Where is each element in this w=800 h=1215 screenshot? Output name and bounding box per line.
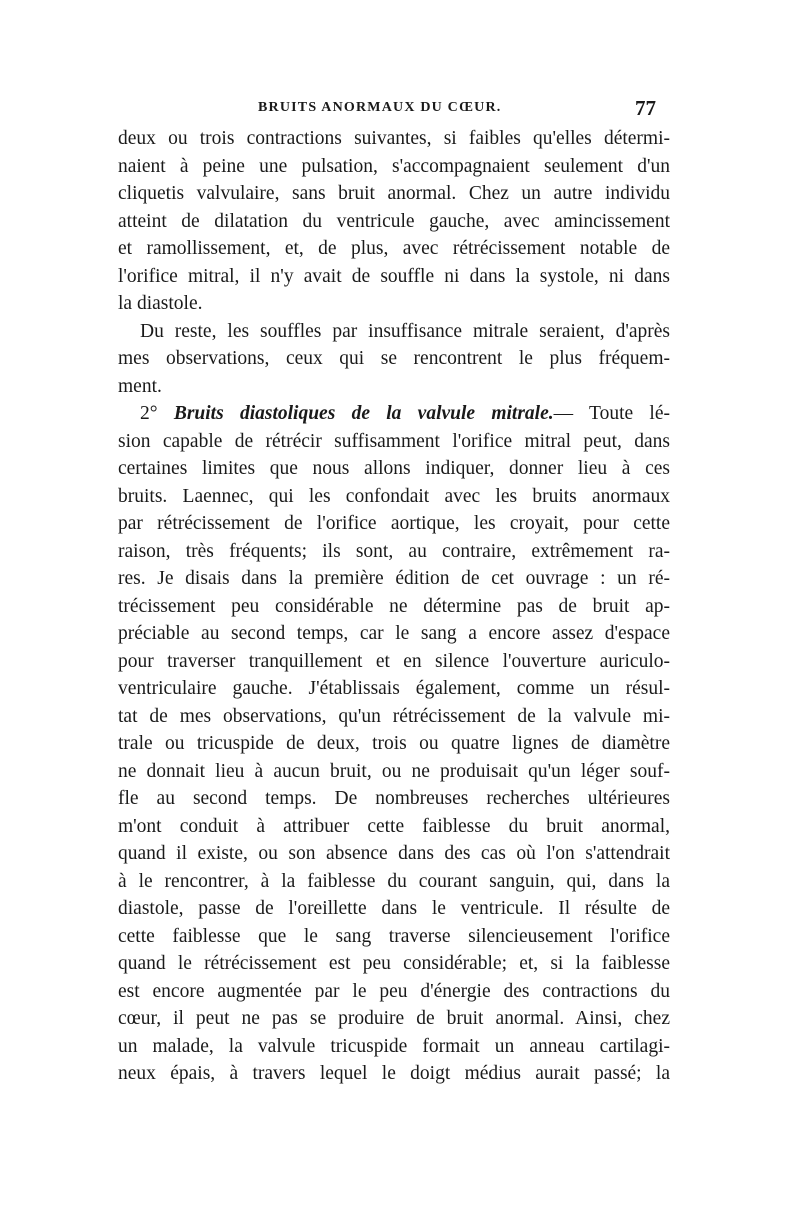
text-line: cœur, il peut ne pas se produire de bruit anormal. Ainsi, chez	[118, 1008, 670, 1029]
text-line: diastole, passe de l'oreillette dans le ventricule. Il résulte de	[118, 898, 670, 919]
text-line: quand il existe, ou son absence dans des cas où l'on s'attendrait	[118, 843, 670, 864]
running-title: BRUITS ANORMAUX DU CŒUR.	[258, 100, 502, 115]
text-line: ment.	[118, 375, 162, 397]
text-line: à le rencontrer, à la faiblesse du courant sanguin, qui, dans la	[118, 870, 670, 892]
text-line: sion capable de rétrécir suffisamment l'orifice mitral peut, dans	[118, 430, 670, 452]
text-line: naient à peine une pulsation, s'accompagnaient seulement d'un	[118, 155, 670, 177]
text-line: trécissement peu considérable ne détermine pas de bruit ap-	[118, 595, 670, 617]
text-line: tat de mes observations, qu'un rétrécissement de la valvule mi-	[118, 705, 670, 727]
body-text	[118, 125, 670, 1088]
text-line: fle au second temps. De nombreuses recherches ultérieures	[118, 788, 670, 809]
text-line: par rétrécissement de l'orifice aortique, les croyait, pour cette	[118, 513, 670, 534]
section-heading-continuation: — Toute lé-	[553, 403, 670, 424]
text-line: m'ont conduit à attribuer cette faiblesse du bruit anormal,	[118, 815, 670, 837]
text-line: bruits. Laennec, qui les confondait avec les bruits anormaux	[118, 485, 670, 507]
text-line: un malade, la valvule tricuspide formait un anneau cartilagi-	[118, 1035, 670, 1057]
text-line: cliquetis valvulaire, sans bruit anormal. Chez un autre individu	[118, 183, 670, 204]
text-line: mes observations, ceux qui se rencontrent le plus fréquem-	[118, 348, 670, 369]
section-heading-line	[118, 400, 670, 428]
text-line: ventriculaire gauche. J'établissais également, comme un résul-	[118, 678, 670, 699]
text-line: cette faiblesse que le sang traverse silencieusement l'orifice	[118, 925, 670, 947]
paragraph-first-line: Du reste, les souffles par insuffisance mitrale seraient, d'après	[140, 320, 670, 342]
text-line: atteint de dilatation du ventricule gauche, avec amincissement	[118, 210, 670, 232]
text-line: quand le rétrécissement est peu considérable; et, si la faiblesse	[118, 953, 670, 974]
text-line: et ramollissement, et, de plus, avec rétrécissement notable de	[118, 238, 670, 259]
section-number: 2°	[140, 403, 158, 424]
text-line: pour traverser tranquillement et en silence l'ouverture auriculo-	[118, 650, 670, 672]
text-line: deux ou trois contractions suivantes, si faibles qu'elles détermi-	[118, 128, 670, 149]
page-number: 77	[635, 96, 656, 120]
text-line: neux épais, à travers lequel le doigt médius aurait passé; la	[118, 1063, 670, 1084]
text-line: certaines limites que nous allons indiquer, donner lieu à ces	[118, 458, 670, 479]
running-head	[118, 96, 658, 120]
text-line: res. Je disais dans la première édition de cet ouvrage : un ré-	[118, 568, 670, 589]
text-line: ne donnait lieu à aucun bruit, ou ne produisait qu'un léger souf-	[118, 760, 670, 782]
text-line: préciable au second temps, car le sang a encore assez d'espace	[118, 623, 670, 644]
text-line: raison, très fréquents; ils sont, au contraire, extrêmement ra-	[118, 540, 670, 562]
text-line: est encore augmentée par le peu d'énergie des contractions du	[118, 980, 670, 1002]
text-line: trale ou tricuspide de deux, trois ou quatre lignes de diamètre	[118, 733, 670, 754]
text-line: la diastole.	[118, 293, 203, 314]
text-line: l'orifice mitral, il n'y avait de souffle ni dans la systole, ni dans	[118, 265, 670, 287]
section-heading: Bruits diastoliques de la valvule mitrale.	[173, 403, 554, 424]
